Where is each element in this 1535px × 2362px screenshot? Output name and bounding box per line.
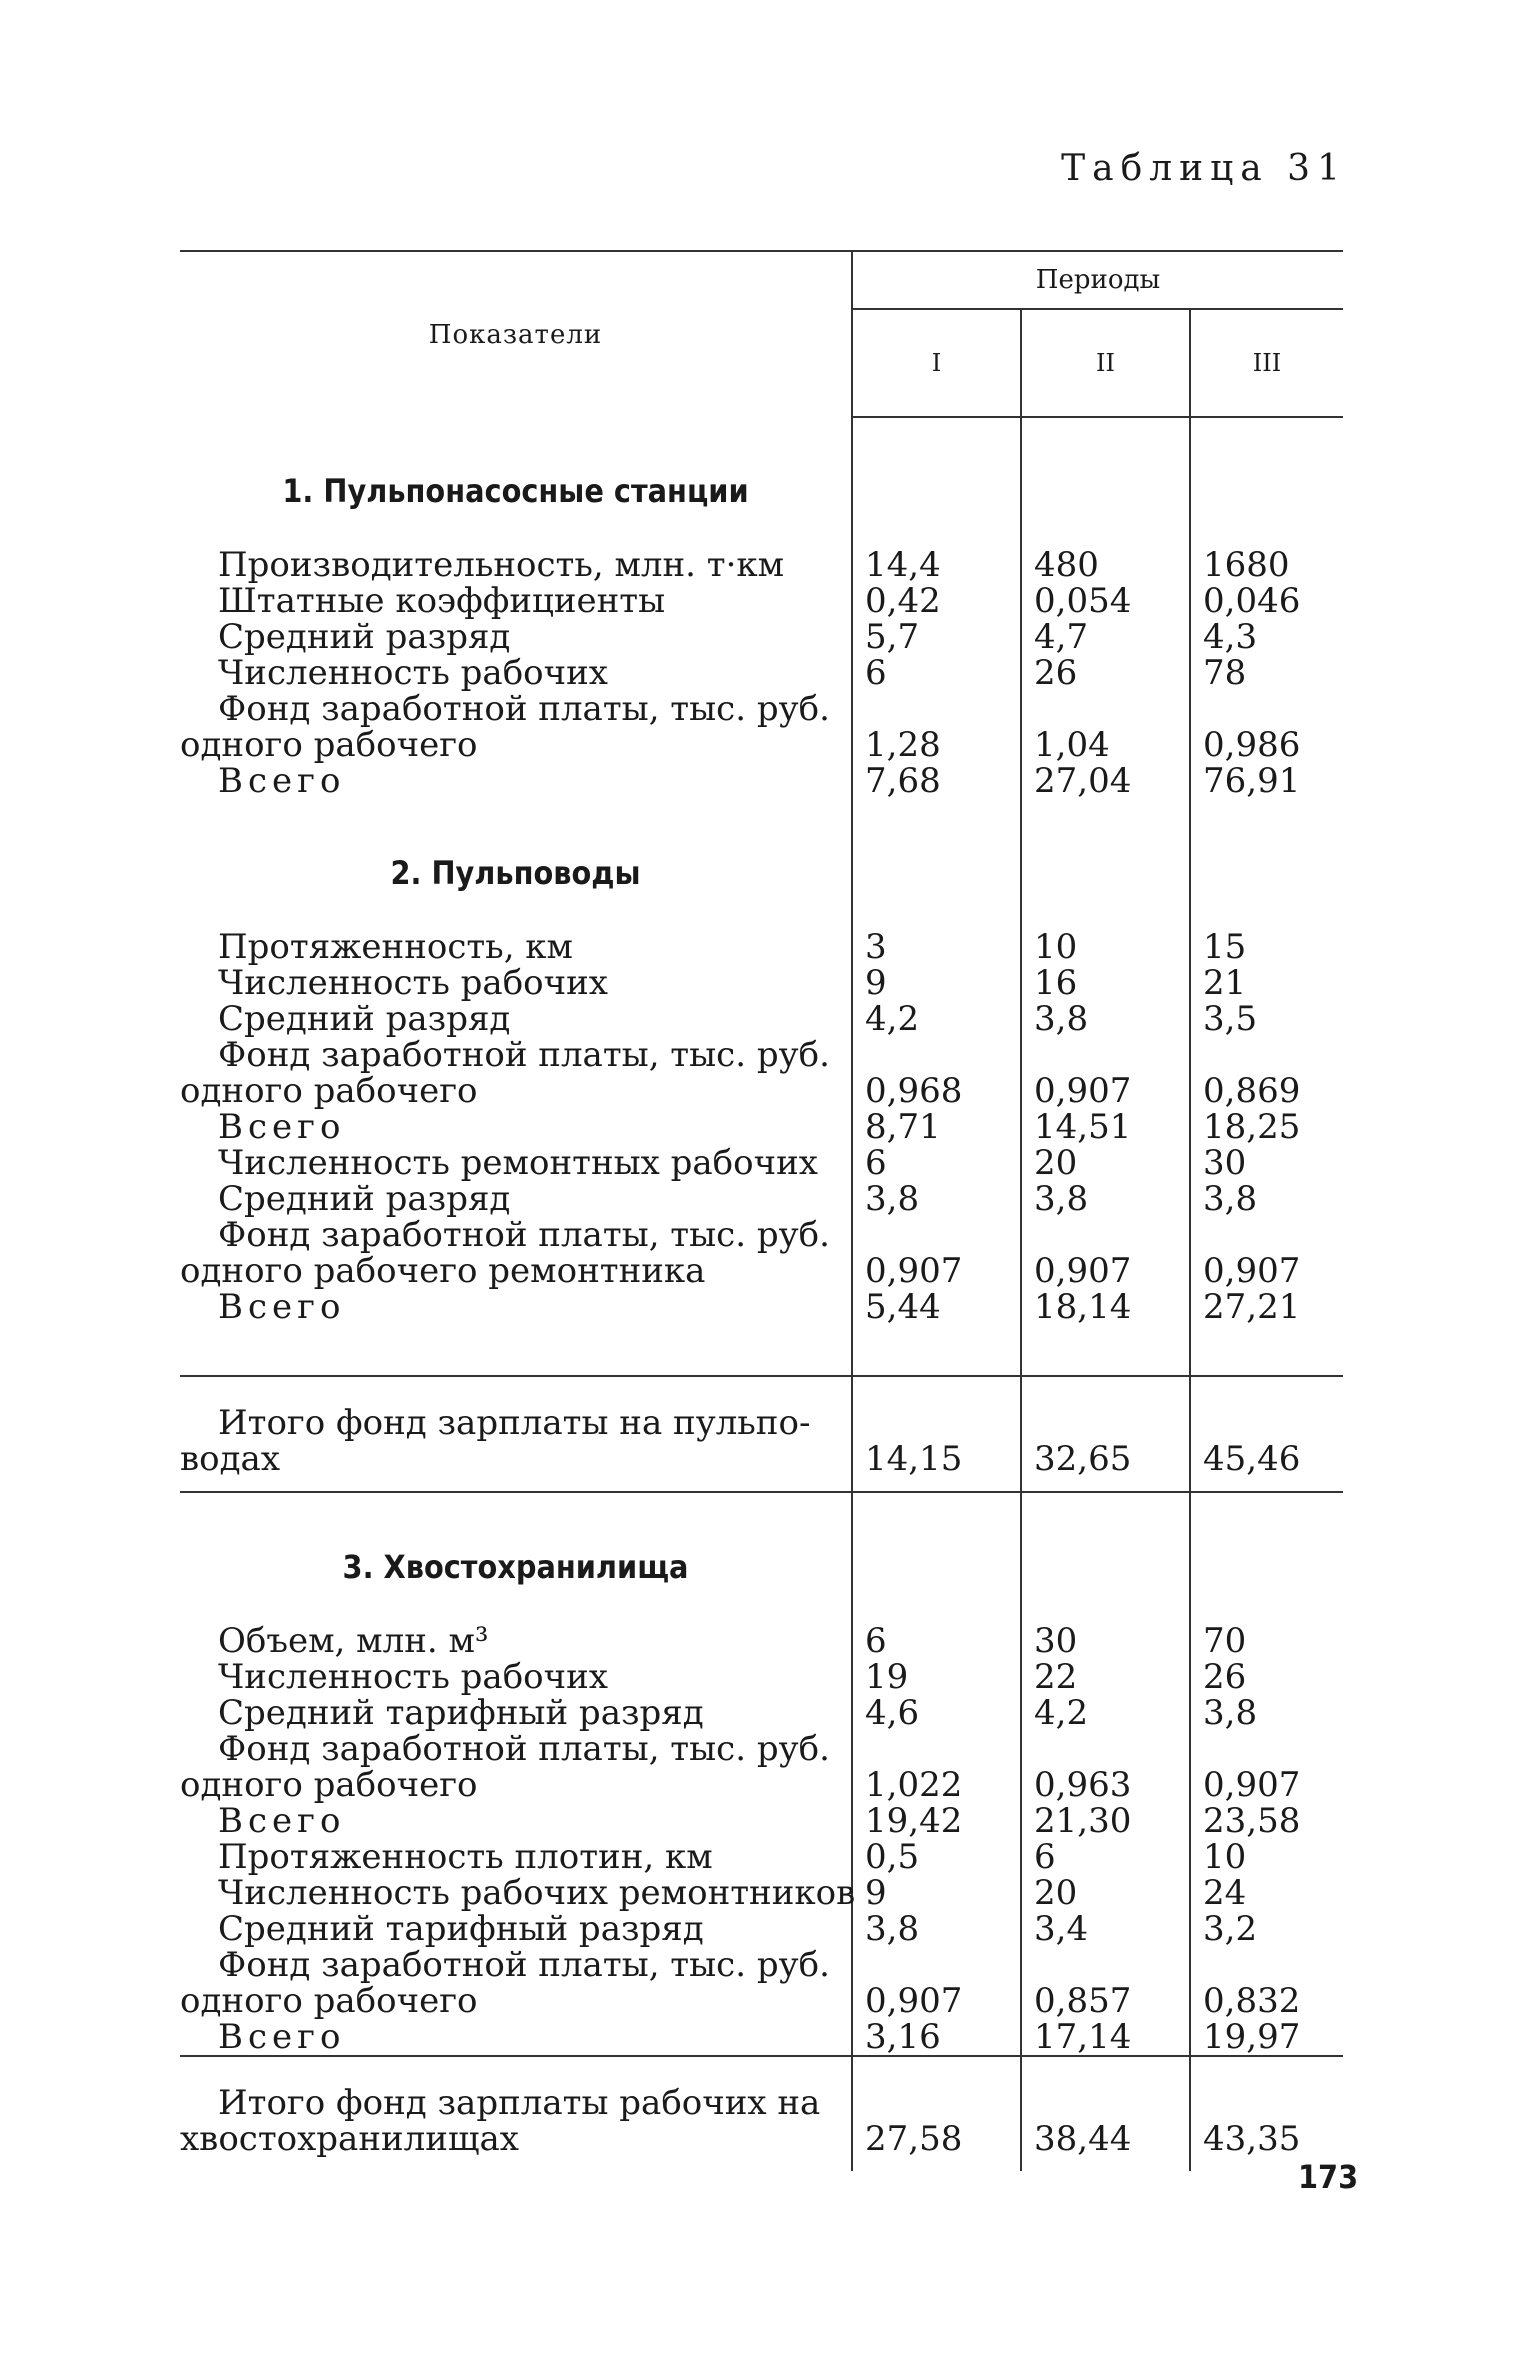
empty-cell — [1190, 799, 1343, 905]
empty-cell — [1021, 1731, 1190, 1767]
table-row — [180, 1623, 1343, 1659]
table-row — [180, 1289, 1343, 1325]
value-cell: 0,907 — [1021, 1073, 1190, 1109]
value-cell: 3 — [852, 929, 1021, 965]
value-cell: 0,869 — [1190, 1073, 1343, 1109]
value-cell: 3,8 — [852, 1181, 1021, 1217]
total-label — [180, 2056, 852, 2171]
value-cell: 0,907 — [1021, 1253, 1190, 1289]
empty-cell — [1190, 1731, 1343, 1767]
empty-cell — [1021, 691, 1190, 727]
section-pump-stations — [180, 417, 1343, 799]
value-cell: 1680 — [1190, 547, 1343, 583]
value-cell: 24 — [1190, 1875, 1343, 1911]
value-cell: 0,054 — [1021, 583, 1190, 619]
section-title: 2. Пульповоды — [390, 854, 641, 892]
spacer-cell — [1021, 1325, 1190, 1376]
row-label: Фонд заработной платы, тыс. руб. — [218, 1945, 830, 1985]
value-cell: 7,68 — [852, 763, 1021, 799]
empty-cell — [1190, 1037, 1343, 1073]
empty-cell — [1190, 1217, 1343, 1253]
row-label: Производительность, млн. т·км — [218, 545, 785, 585]
value-cell: 30 — [1021, 1623, 1190, 1659]
value-cell: 0,907 — [1190, 1767, 1343, 1803]
row-label-continued: одного рабочего — [180, 1071, 478, 1111]
value-cell: 20 — [1021, 1875, 1190, 1911]
row-label-continued: одного рабочего ремонтника — [180, 1251, 706, 1291]
total-pulp-pipelines — [180, 1376, 1343, 1492]
value-cell: 6 — [1021, 1839, 1190, 1875]
value-cell: 0,857 — [1021, 1983, 1190, 2019]
total-value: 14,15 — [852, 1376, 1021, 1492]
spacer-cell — [180, 523, 852, 547]
value-cell: 27,21 — [1190, 1289, 1343, 1325]
value-cell: 26 — [1190, 1659, 1343, 1695]
value-cell: 19 — [852, 1659, 1021, 1695]
table-row — [180, 691, 1343, 727]
value-cell: 4,3 — [1190, 619, 1343, 655]
empty-cell — [1021, 1037, 1190, 1073]
row-label: Фонд заработной платы, тыс. руб. — [218, 1215, 830, 1255]
table-row — [180, 1073, 1343, 1109]
total-value: 27,58 — [852, 2056, 1021, 2171]
empty-cell — [852, 1947, 1021, 1983]
spacer-cell — [180, 905, 852, 929]
row-label: Фонд заработной платы, тыс. руб. — [218, 689, 830, 729]
spacer-row — [180, 905, 1343, 929]
value-cell: 3,4 — [1021, 1911, 1190, 1947]
table-row — [180, 929, 1343, 965]
value-cell: 8,71 — [852, 1109, 1021, 1145]
value-cell: 21,30 — [1021, 1803, 1190, 1839]
row-label: Всего — [218, 1287, 346, 1327]
empty-cell — [1021, 417, 1190, 523]
table-row — [180, 1037, 1343, 1073]
table-row — [180, 547, 1343, 583]
value-cell: 3,8 — [1190, 1181, 1343, 1217]
spacer-cell — [852, 1599, 1021, 1623]
value-cell: 6 — [852, 1145, 1021, 1181]
empty-cell — [1190, 691, 1343, 727]
table-row — [180, 1767, 1343, 1803]
value-cell: 9 — [852, 965, 1021, 1001]
table-title: Таблица 31 — [1061, 148, 1347, 189]
spacer-cell — [852, 905, 1021, 929]
row-label: Фонд заработной платы, тыс. руб. — [218, 1729, 830, 1769]
row-label: Средний тарифный разряд — [218, 1909, 704, 1949]
periods-header: Периоды — [852, 251, 1343, 309]
value-cell: 0,968 — [852, 1073, 1021, 1109]
value-cell: 1,022 — [852, 1767, 1021, 1803]
total-label-line2: хвостохранилищах — [180, 2119, 519, 2159]
row-label: Средний тарифный разряд — [218, 1693, 704, 1733]
period-header-3: III — [1190, 309, 1343, 417]
value-cell: 14,51 — [1021, 1109, 1190, 1145]
value-cell: 3,8 — [852, 1911, 1021, 1947]
table-row — [180, 1695, 1343, 1731]
row-label-continued: одного рабочего — [180, 1765, 478, 1805]
spacer-row — [180, 1325, 1343, 1376]
table-row — [180, 1983, 1343, 2019]
table-row — [180, 1911, 1343, 1947]
table-row — [180, 583, 1343, 619]
empty-cell — [1190, 1947, 1343, 1983]
table-row — [180, 1001, 1343, 1037]
total-row — [180, 2056, 1343, 2171]
total-row — [180, 1376, 1343, 1492]
total-label — [180, 1376, 852, 1492]
value-cell: 0,907 — [852, 1253, 1021, 1289]
section-tailings — [180, 1492, 1343, 2056]
table-row — [180, 727, 1343, 763]
value-cell: 9 — [852, 1875, 1021, 1911]
value-cell: 1,04 — [1021, 727, 1190, 763]
table-row — [180, 1181, 1343, 1217]
table-row — [180, 619, 1343, 655]
section-title-row — [180, 417, 1343, 523]
value-cell: 3,8 — [1021, 1181, 1190, 1217]
section-title: 3. Хвостохранилища — [342, 1548, 689, 1586]
total-value: 38,44 — [1021, 2056, 1190, 2171]
value-cell: 6 — [852, 655, 1021, 691]
empty-cell — [852, 799, 1021, 905]
spacer-row — [180, 523, 1343, 547]
total-label-line1: Итого фонд зарплаты на пульпо- — [218, 1403, 811, 1443]
value-cell: 0,046 — [1190, 583, 1343, 619]
section-title-row — [180, 799, 1343, 905]
table-row — [180, 965, 1343, 1001]
value-cell: 3,8 — [1190, 1695, 1343, 1731]
value-cell: 20 — [1021, 1145, 1190, 1181]
table-row — [180, 2019, 1343, 2056]
total-value: 43,35 — [1190, 2056, 1343, 2171]
total-value: 45,46 — [1190, 1376, 1343, 1492]
value-cell: 3,2 — [1190, 1911, 1343, 1947]
value-cell: 27,04 — [1021, 763, 1190, 799]
spacer-cell — [852, 523, 1021, 547]
row-label: Численность рабочих ремонтников — [218, 1873, 856, 1913]
value-cell: 10 — [1190, 1839, 1343, 1875]
value-cell: 21 — [1190, 965, 1343, 1001]
value-cell: 18,25 — [1190, 1109, 1343, 1145]
table-row — [180, 1731, 1343, 1767]
value-cell: 5,7 — [852, 619, 1021, 655]
empty-cell — [852, 417, 1021, 523]
value-cell: 30 — [1190, 1145, 1343, 1181]
total-label-line1: Итого фонд зарплаты рабочих на — [218, 2083, 821, 2123]
value-cell: 16 — [1021, 965, 1190, 1001]
value-cell: 23,58 — [1190, 1803, 1343, 1839]
empty-cell — [852, 1731, 1021, 1767]
value-cell: 19,42 — [852, 1803, 1021, 1839]
value-cell: 4,2 — [1021, 1695, 1190, 1731]
value-cell: 6 — [852, 1623, 1021, 1659]
value-cell: 0,832 — [1190, 1983, 1343, 2019]
value-cell: 22 — [1021, 1659, 1190, 1695]
period-header-2: II — [1021, 309, 1190, 417]
row-label: Численность рабочих — [218, 1657, 608, 1697]
value-cell: 0,963 — [1021, 1767, 1190, 1803]
row-label: Средний разряд — [218, 999, 511, 1039]
row-label-continued: одного рабочего — [180, 1981, 478, 2021]
row-label: Всего — [180, 2019, 852, 2056]
value-cell: 78 — [1190, 655, 1343, 691]
total-tailings — [180, 2056, 1343, 2171]
value-cell: 3,16 — [852, 2019, 1021, 2056]
value-cell: 4,2 — [852, 1001, 1021, 1037]
table-row — [180, 763, 1343, 799]
table-row — [180, 1217, 1343, 1253]
row-label-continued: одного рабочего — [180, 725, 478, 765]
value-cell: 19,97 — [1190, 2019, 1343, 2056]
value-cell: 76,91 — [1190, 763, 1343, 799]
table-row — [180, 1109, 1343, 1145]
row-label: Численность ремонтных рабочих — [218, 1143, 818, 1183]
empty-cell — [1190, 1492, 1343, 1599]
empty-cell — [1021, 799, 1190, 905]
row-label: Средний разряд — [218, 617, 511, 657]
empty-cell — [852, 1217, 1021, 1253]
spacer-cell — [1190, 1599, 1343, 1623]
total-label-line2: водах — [180, 1439, 280, 1479]
empty-cell — [852, 1492, 1021, 1599]
spacer-cell — [1021, 523, 1190, 547]
spacer-cell — [180, 1599, 852, 1623]
table-row — [180, 1875, 1343, 1911]
table-row — [180, 1659, 1343, 1695]
value-cell: 0,986 — [1190, 727, 1343, 763]
total-value: 32,65 — [1021, 1376, 1190, 1492]
value-cell: 0,5 — [852, 1839, 1021, 1875]
spacer-cell — [1021, 1599, 1190, 1623]
row-label: Объем, млн. м³ — [218, 1621, 489, 1661]
value-cell: 26 — [1021, 655, 1190, 691]
value-cell: 70 — [1190, 1623, 1343, 1659]
table-row — [180, 1145, 1343, 1181]
value-cell: 3,8 — [1021, 1001, 1190, 1037]
spacer-cell — [180, 1325, 852, 1376]
spacer-cell — [852, 1325, 1021, 1376]
table-row — [180, 1947, 1343, 1983]
empty-cell — [1021, 1492, 1190, 1599]
spacer-row — [180, 1599, 1343, 1623]
section-title: 1. Пульпонасосные станции — [282, 472, 749, 510]
row-label: Численность рабочих — [218, 963, 608, 1003]
page-number: 173 — [1298, 2158, 1359, 2196]
value-cell: 4,6 — [852, 1695, 1021, 1731]
period-header-1: I — [852, 309, 1021, 417]
table-row — [180, 1839, 1343, 1875]
value-cell: 3,5 — [1190, 1001, 1343, 1037]
section-title-row — [180, 1492, 1343, 1599]
row-label: Фонд заработной платы, тыс. руб. — [218, 1035, 830, 1075]
empty-cell — [1021, 1947, 1190, 1983]
value-cell: 17,14 — [1021, 2019, 1190, 2056]
table-row — [180, 655, 1343, 691]
data-table — [180, 250, 1343, 2171]
section-pulp-pipelines — [180, 799, 1343, 1376]
value-cell: 15 — [1190, 929, 1343, 965]
table-row — [180, 1803, 1343, 1839]
value-cell: 1,28 — [852, 727, 1021, 763]
value-cell: 14,4 — [852, 547, 1021, 583]
row-label: Всего — [218, 1801, 346, 1841]
value-cell: 0,907 — [852, 1983, 1021, 2019]
row-label: Средний разряд — [218, 1179, 511, 1219]
value-cell: 480 — [1021, 547, 1190, 583]
value-cell: 0,42 — [852, 583, 1021, 619]
spacer-cell — [1021, 905, 1190, 929]
spacer-cell — [1190, 1325, 1343, 1376]
row-label: Всего — [218, 1107, 346, 1147]
value-cell: 18,14 — [1021, 1289, 1190, 1325]
row-label: Численность рабочих — [218, 653, 608, 693]
spacer-cell — [1190, 905, 1343, 929]
value-cell: 10 — [1021, 929, 1190, 965]
empty-cell — [1021, 1217, 1190, 1253]
table-row — [180, 1253, 1343, 1289]
row-label: Протяженность, км — [218, 927, 574, 967]
row-label: Штатные коэффициенты — [218, 581, 666, 621]
value-cell: 0,907 — [1190, 1253, 1343, 1289]
empty-cell — [852, 691, 1021, 727]
value-cell: 4,7 — [1021, 619, 1190, 655]
spacer-cell — [1190, 523, 1343, 547]
value-cell: 5,44 — [852, 1289, 1021, 1325]
empty-cell — [1190, 417, 1343, 523]
indicator-header: Показатели — [180, 251, 852, 417]
empty-cell — [852, 1037, 1021, 1073]
row-label: Всего — [218, 761, 346, 801]
row-label: Протяженность плотин, км — [218, 1837, 713, 1877]
